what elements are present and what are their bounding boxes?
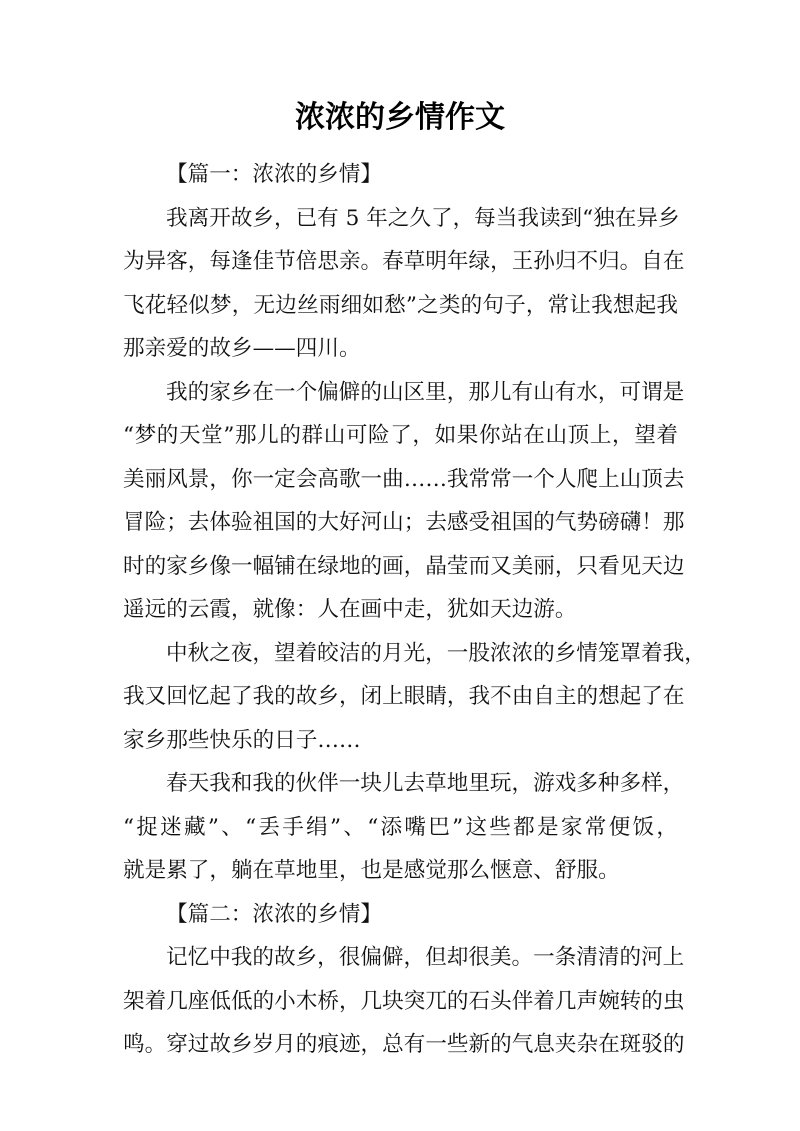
document-body	[123, 153, 706, 1067]
paragraph-line: 我离开故乡，已有 5 年之久了，每当我读到“独在异乡	[166, 205, 680, 231]
section-heading: 【篇一：浓浓的乡情】	[166, 162, 382, 187]
paragraph-line: 美丽风景，你一定会高歌一曲……我常常一个人爬上山顶去	[123, 466, 685, 492]
paragraph-line: “梦的天堂”那儿的群山可险了，如果你站在山顶上，望着	[123, 423, 678, 448]
document-title: 浓浓的乡情作文	[295, 100, 505, 135]
paragraph-line: 中秋之夜，望着皎洁的月光，一股浓浓的乡情笼罩着我，	[166, 640, 706, 666]
paragraph-line: “捉迷藏”、“丢手绢”、“添嘴巴”这些都是家常便饭，	[123, 814, 678, 840]
paragraph-line: 春天我和我的伙伴一块儿去草地里玩，游戏多种多样，	[166, 771, 685, 796]
paragraph-line: 飞花轻似梦，无边丝雨细如愁”之类的句子，常让我想起我	[123, 292, 678, 318]
paragraph-line: 时的家乡像一幅铺在绿地的画，晶莹而又美丽，只看见天边	[123, 553, 685, 579]
paragraph-line: 家乡那些快乐的日子……	[123, 727, 361, 753]
paragraph-line: 架着几座低低的小木桥，几块突兀的石头伴着几声婉转的虫	[123, 988, 685, 1014]
paragraph-line: 我的家乡在一个偏僻的山区里，那儿有山有水，可谓是	[166, 379, 685, 405]
paragraph-line: 为异客，每逢佳节倍思亲。春草明年绿，王孙归不归。自在	[123, 249, 685, 274]
paragraph-line: 鸣。穿过故乡岁月的痕迹，总有一些新的气息夹杂在斑驳的	[123, 1032, 685, 1057]
paragraph-line: 遥远的云霞，就像：人在画中走，犹如天边游。	[123, 597, 577, 622]
paragraph-line: 冒险；去体验祖国的大好河山；去感受祖国的气势磅礴！那	[123, 510, 685, 535]
paragraph-line: 记忆中我的故乡，很偏僻，但却很美。一条清清的河上	[166, 945, 685, 970]
paragraph-line: 那亲爱的故乡——四川。	[123, 336, 361, 361]
paragraph-line: 我又回忆起了我的故乡，闭上眼睛，我不由自主的想起了在	[123, 684, 685, 709]
section-heading: 【篇二：浓浓的乡情】	[166, 901, 382, 927]
paragraph-line: 就是累了，躺在草地里，也是感觉那么惬意、舒服。	[123, 858, 620, 883]
